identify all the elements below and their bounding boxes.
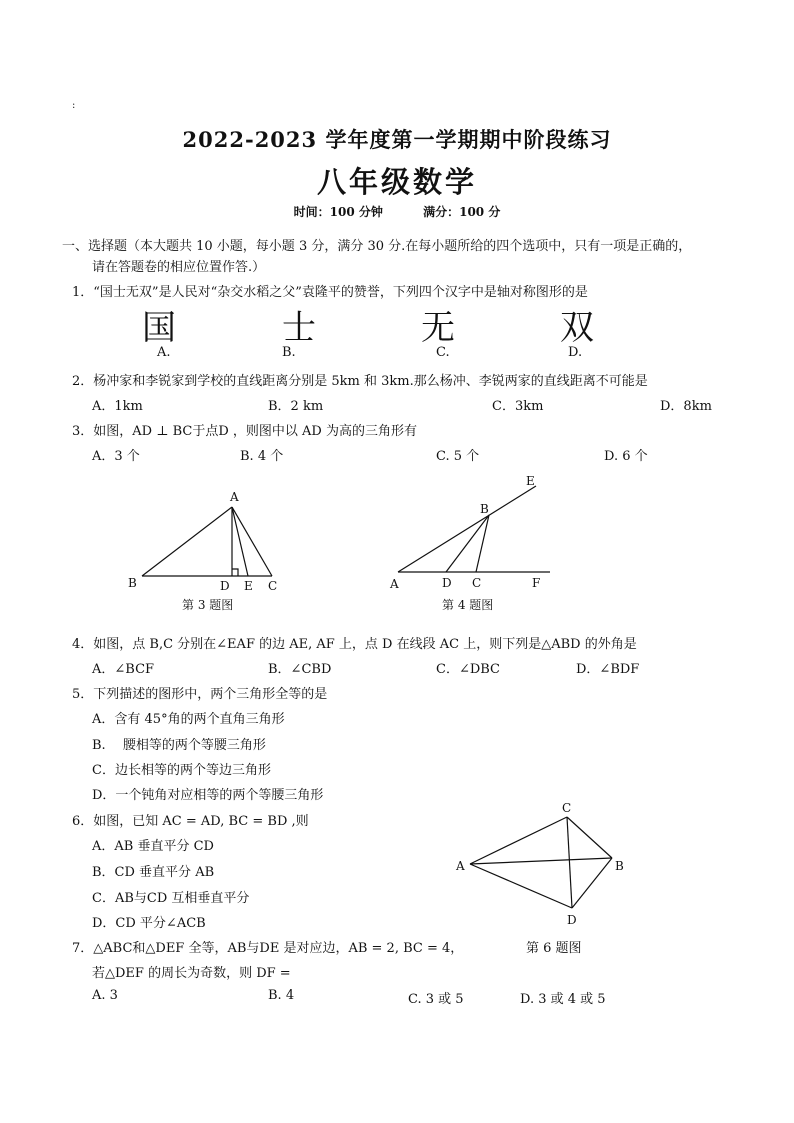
time-label: 时间：100 分钟 xyxy=(293,205,383,219)
q7-stem-line2: 若△DEF 的周长为奇数，则 DF = xyxy=(92,966,291,981)
section1-line1: 一、选择题（本大题共 10 小题，每小题 3 分，满分 30 分.在每小题所给的四个选项中，只有一项是正确的， xyxy=(62,239,692,254)
q4-stem: 4．如图，点 B,C 分别在∠EAF 的边 AE, AF 上，点 D 在线段 AC 上，则下列是△ABD 的外角是 xyxy=(72,637,637,652)
q2-option-d: D．8km xyxy=(660,399,712,414)
fig4-label-d: D xyxy=(442,576,452,590)
q4-option-d: D．∠BDF xyxy=(576,662,640,677)
fig3-label-a: A xyxy=(230,490,239,504)
q2-stem: 2．杨冲家和李锐家到学校的直线距离分别是 5km 和 3km.那么杨冲、李锐两家的直线距离不可能是 xyxy=(72,374,648,389)
q7-option-c: C. 3 或 5 xyxy=(408,992,464,1007)
q6-option-b: B．CD 垂直平分 AB xyxy=(92,865,215,880)
q6-option-c: C．AB与CD 互相垂直平分 xyxy=(92,891,250,906)
fig4-label-e: E xyxy=(526,474,535,488)
q4-option-b: B．∠CBD xyxy=(268,662,332,677)
fig3-label-c: C xyxy=(268,579,278,593)
fig3-label-e: E xyxy=(244,579,253,593)
fig3-label-d: D xyxy=(220,579,230,593)
q2-option-c: C．3km xyxy=(492,399,544,414)
q5-stem: 5．下列描述的图形中，两个三角形全等的是 xyxy=(72,687,328,702)
fig3-label-b: B xyxy=(128,576,137,590)
q5-option-a: A．含有 45°角的两个直角三角形 xyxy=(92,712,285,727)
q3-option-c: C. 5 个 xyxy=(436,449,480,464)
exam-title: 2022-2023 学年度第一学期期中阶段练习 xyxy=(182,127,612,152)
fig3-caption: 第 3 题图 xyxy=(182,598,234,612)
fig6-label-b: B xyxy=(615,859,624,873)
q4-option-c: C．∠DBC xyxy=(436,662,501,677)
fig4-label-b: B xyxy=(480,502,489,516)
q1-char-a: 国 xyxy=(142,308,176,348)
q3-stem: 3．如图，AD ⊥ BC于点D ，则图中以 AD 为高的三角形有 xyxy=(72,424,417,439)
q4-option-a: A．∠BCF xyxy=(92,662,155,677)
q6-option-d: D．CD 平分∠ACB xyxy=(92,916,206,931)
q3-option-b: B. 4 个 xyxy=(240,449,284,464)
q1-option-b: B. xyxy=(282,345,296,360)
q5-option-b: B. 腰相等的两个等腰三角形 xyxy=(92,738,266,753)
q6-stem: 6．如图，已知 AC = AD, BC = BD ,则 xyxy=(72,814,309,829)
q1-char-c: 无 xyxy=(421,308,455,348)
q1-char-b: 士 xyxy=(282,308,316,348)
section1-line2: 请在答题卷的相应位置作答.） xyxy=(92,260,266,275)
q5-option-d: D．一个钝角对应相等的两个等腰三角形 xyxy=(92,788,324,803)
q1-stem: 1．“国士无双”是人民对“杂交水稻之父”袁隆平的赞誉，下列四个汉字中是轴对称图形的是 xyxy=(72,285,588,300)
fig6-label-c: C xyxy=(562,801,572,815)
fig6-label-d: D xyxy=(567,913,577,927)
q2-option-b: B．2 km xyxy=(268,399,324,414)
q3-option-a: A．3 个 xyxy=(92,449,140,464)
fig4-label-f: F xyxy=(532,576,541,590)
fig4-label-a: A xyxy=(390,577,399,591)
fig4-label-c: C xyxy=(472,576,482,590)
header-mark: : xyxy=(72,100,76,111)
q1-char-d: 双 xyxy=(560,308,594,348)
exam-info xyxy=(0,203,794,220)
figure-q3 xyxy=(120,485,290,615)
q7-option-d: D. 3 或 4 或 5 xyxy=(520,992,606,1007)
q5-option-c: C．边长相等的两个等边三角形 xyxy=(92,763,271,778)
q6-option-a: A．AB 垂直平分 CD xyxy=(92,839,214,854)
q1-option-a: A. xyxy=(157,345,171,360)
fig6-label-a: A xyxy=(456,859,465,873)
q7-option-b: B. 4 xyxy=(268,988,295,1003)
figure-q6 xyxy=(450,798,640,928)
fig6-caption: 第 6 题图 xyxy=(526,941,582,956)
q7-stem: 7．△ABC和△DEF 全等，AB与DE 是对应边，AB = 2, BC = 4， xyxy=(72,941,464,956)
fig4-caption: 第 4 题图 xyxy=(442,598,494,612)
score-label: 满分：100 分 xyxy=(423,205,501,219)
q1-option-d: D. xyxy=(568,345,583,360)
figure-q4 xyxy=(380,470,570,615)
q3-option-d: D. 6 个 xyxy=(604,449,648,464)
q2-option-a: A．1km xyxy=(92,399,143,414)
subject-title: 八年级数学 xyxy=(316,165,477,199)
q1-option-c: C. xyxy=(436,345,450,360)
q7-option-a: A. 3 xyxy=(92,988,118,1003)
